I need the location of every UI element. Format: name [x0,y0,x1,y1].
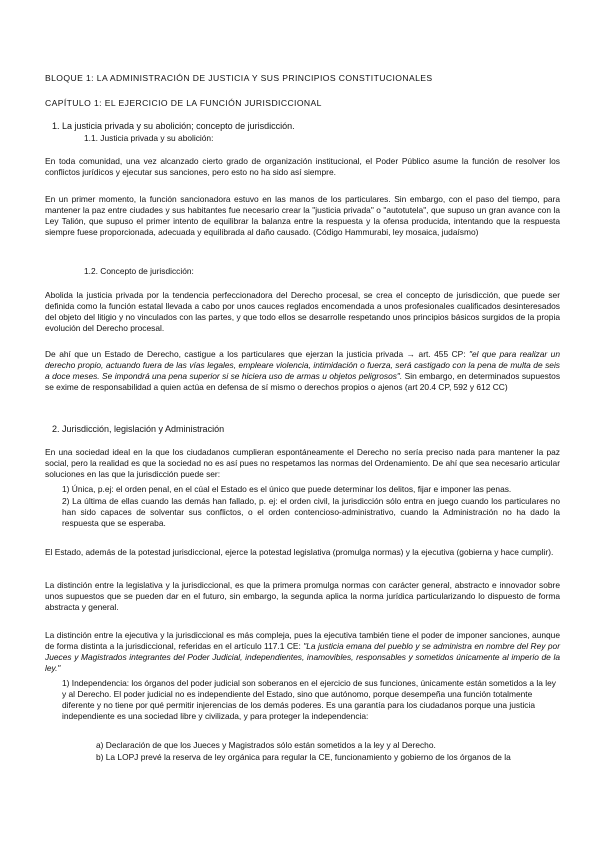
paragraph-6: El Estado, además de la potestad jurisdiccional, ejerce la potestad legislativa (promulga normas) y la ejecutiva (gobierna y hace cumplir). [45,547,554,557]
paragraph-4-intro: De ahí que un Estado de Derecho, castigue a los particulares que ejerzan la justicia privada → art. 455 CP: [45,349,470,359]
paragraph-8-sub-b: b) La LOPJ prevé la reserva de ley orgánica para regular la CE, funcionamiento y gobierno de los órganos de la [96,752,511,762]
paragraph-7: La distinción entre la legislativa y la jurisdiccional, es que la primera promulga normas con carácter general, abstracto e innovador sobre unos supuestos que se pueden dar en el futuro, sin embargo, la segunda aplica la norma jurídica particularizando lo dispuesto de forma abstracta y general. [45,580,560,612]
paragraph-8-sub-a: a) Declaración de que los Jueces y Magistrados sólo están sometidos a la ley y al Derecho. [96,740,436,750]
paragraph-4-rest: Sin embargo, en determinados supuestos se exime de responsabilidad a quien actúa en defensa de sí mismo o derechos propios o ajenos (art 20.4 CP, 592 y 612 CC) [45,371,561,392]
paragraph-8-item-1: 1) Independencia: los órganos del poder judicial son soberanos en el ejercicio de sus funciones, únicamente están sometidos a la ley y al Derecho. El poder judicial no es independiente del Estado, sino que autónomo, porque desempeña una función totalmente diferente y no tiene por qué permitir injerencias de los demás poderes. Es una garantía para los ciudadanos porque una justicia independiente es una sociedad libre y civilizada, y para proteger la independencia: [62,678,556,721]
art-455-quote: "el que para realizar un derecho propio, actuando fuera de las vías legales, empleare violencia, intimidación o fuerza, será castigado con la pena de multa de seis a doce meses. Se impondrá una pena superior si se hiciera uso de armas u objetos peligrosos". [45,349,560,381]
section-2-heading: 2. Jurisdicción, legislación y Administración [52,424,225,434]
paragraph-5-item-1: 1) Única, p.ej: el orden penal, en el cúal el Estado es el único que puede determinar los delitos, fijar e imponer las penas. [62,484,512,494]
bloque-title: BLOQUE 1: LA ADMINISTRACIÓN DE JUSTICIA Y SUS PRINCIPIOS CONSTITUCIONALES [45,73,433,83]
capitulo-title: CAPÍTULO 1: EL EJERCICIO DE LA FUNCIÓN JURISDICCIONAL [45,98,322,108]
paragraph-1: En toda comunidad, una vez alcanzado cierto grado de organización institucional, el Poder Público asume la función de resolver los conflictos jurídicos y ejecutar sus sanciones, pero esto no ha sido así siempre. [45,156,560,177]
section-1-heading: 1. La justicia privada y su abolición; concepto de jurisdicción. [52,121,295,131]
subsection-1-1-heading: 1.1. Justicia privada y su abolición: [84,133,214,143]
paragraph-4 [45,349,560,393]
subsection-1-2-heading: 1.2. Concepto de jurisdicción: [84,266,194,276]
paragraph-8-intro: La distinción entre la ejecutiva y la jurisdiccional es más compleja, pues la ejecutiva también tiene el poder de imponer sanciones, aunque de forma distinta a la jurisdiccional, referidas en el artículo 117.1 CE: [45,630,560,651]
paragraph-3: Abolida la justicia privada por la tendencia perfeccionadora del Derecho procesal, se crea el concepto de jurisdicción, que puede ser definida como la función estatal llevada a cabo por unos cauces reglados encomendada a unos profesionales cualificados desinteresados del objeto del litigio y no vinculados con las partes, y que todo ellos se desarrolle respetando unos principios básicos surgidos de la propia evolución del Derecho procesal. [45,290,560,333]
art-117-quote: "La justicia emana del pueblo y se administra en nombre del Rey por Jueces y Magistrados integrantes del Poder Judicial, independientes, inamovibles, responsables y sometidos únicamente al imperio de la ley." [45,641,561,673]
paragraph-2: En un primer momento, la función sancionadora estuvo en las manos de los particulares. Sin embargo, con el paso del tiempo, para mantener la paz entre ciudades y sus habitantes fue necesario crear la "justicia privada" o "autotutela", que supuso un gran avance con la Ley Talión, que supuso el primer intento de equilibrar la balanza entre la respuesta y la ofensa producida, intentando que la respuesta siempre fuese proporcionada, adecuada y equilibrada al daño causado. (Código Hammurabi, ley mosaica, judaísmo) [45,194,560,237]
paragraph-8 [45,630,560,674]
paragraph-5: En una sociedad ideal en la que los ciudadanos cumplieran espontáneamente el Derecho no sería preciso nada para mantener la paz social, pero la realidad es que la sociedad no es así pues no respetamos las normas del Ordenamiento. De ahí que sea necesario articular soluciones en las que la jurisdicción puede ser: [45,447,560,479]
paragraph-5-item-2: 2) La última de ellas cuando las demás han fallado, p. ej: el orden civil, la jurisdicción sólo entra en juego cuando los particulares no han sido capaces de solventar sus conflictos, o el orden contencioso-administrativo, cuando la Administración no ha dado la respuesta que se esperaba. [62,496,560,528]
